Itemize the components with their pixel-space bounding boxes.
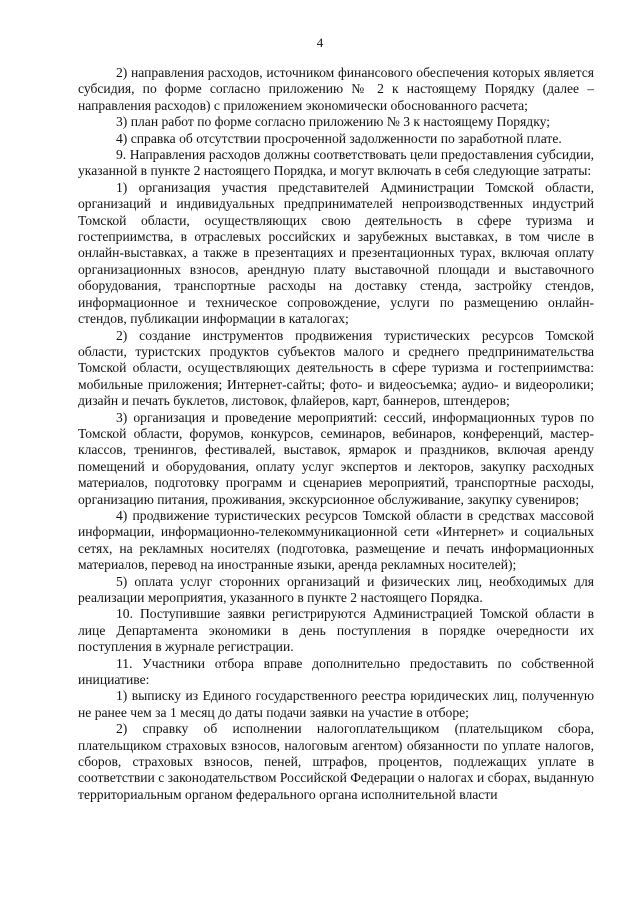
page-number: 4: [316, 35, 324, 50]
paragraph-clause-9-item-5: 5) оплата услуг сторонних организаций и физических лиц, необходимых для реализации мероприятия, указанного в пункте 2 настоящего Порядка.: [78, 573, 594, 605]
paragraph-clause-11-item-2: 2) справку об исполнении налогоплательщиком (плательщиком сбора, плательщиком страховых взносов, налоговым агентом) обязанности по уплате налогов, сборов, страховых взносов, пеней, штрафов, процентов, подлежащих уплате в соответствии с законодательством Российской Федерации о налогах и сборах, выданную территориальным органом федерального органа исполнительной власти: [78, 721, 594, 802]
paragraph-clause-10: 10. Поступившие заявки регистрируются Администрацией Томской области в лице Департамента экономики в день поступления в порядке очередности их поступления в журнале регистрации.: [78, 606, 594, 655]
paragraph-clause-9-item-2: 2) создание инструментов продвижения туристических ресурсов Томской области, туристских продуктов субъектов малого и среднего предпринимательства Томской области, осуществляющих деятельность в сфере туризма и гостеприимства: мобильные приложения; Интернет-сайты; фото- и видеосъемка; аудио- и видеоролики; дизайн и печать буклетов, листовок, флайеров, карт, баннеров, штендеров;: [78, 327, 594, 409]
paragraph-clause-9-item-1: 1) организация участия представителей Администрации Томской области, организаций и индивидуальных предпринимателей непроизводственных индустрий Томской области, осуществляющих свою деятельность в сфере туризма и гостеприимства, в отраслевых российских и зарубежных выставках, в том числе в онлайн-выставках, а также в презентациях и презентационных турах, включая оплату организационных взносов, арендную плату выставочной площади и выставочного оборудования, транспортные расходы на доставку стенда, застройку стендов, информационное и техническое сопровождение, услуги по размещению онлайн-стендов, публикации информации в каталогах;: [78, 179, 594, 327]
paragraph-clause-11: 11. Участники отбора вправе дополнительно предоставить по собственной инициативе:: [78, 655, 594, 688]
paragraph-clause-11-item-1: 1) выписку из Единого государственного реестра юридических лиц, полученную не ранее чем за 1 месяц до даты подачи заявки на участие в отборе;: [78, 688, 594, 720]
paragraph-clause-9: 9. Направления расходов должны соответствовать цели предоставления субсидии, указанной в пункте 2 настоящего Порядка, и могут включать в себя следующие затраты:: [78, 147, 594, 179]
paragraph-item-4-salary-certificate: 4) справка об отсутствии просроченной задолженности по заработной плате.: [116, 130, 562, 146]
paragraph-clause-9-item-3: 3) организация и проведение мероприятий: сессий, информационных туров по Томской области, форумов, конкурсов, семинаров, вебинаров, конференций, мастер-классов, тренингов, фестивалей, выставок, ярмарок и праздников, включая аренду помещений и оборудования, оплату услуг экспертов и лекторов, закупку расходных материалов, подготовку программ и сценариев мероприятий, транспортные расходы, организацию питания, проживания, экскурсионное обслуживание, закупку сувениров;: [78, 409, 594, 507]
paragraph-item-3-work-plan: 3) план работ по форме согласно приложению № 3 к настоящему Порядку;: [116, 114, 551, 130]
document-body: [78, 65, 594, 803]
paragraph-item-2-expense-directions: 2) направления расходов, источником финансового обеспечения которых является субсидия, по форме согласно приложению № 2 к настоящему Порядку (далее – направления расходов) с приложением экономически обоснованного расчета;: [78, 65, 594, 113]
paragraph-clause-9-item-4: 4) продвижение туристических ресурсов Томской области в средствах массовой информации, информационно-телекоммуникационной сети «Интернет» и социальных сетях, на рекламных носителях (подготовка, размещение и печать информационных материалов, перевод на иностранные языки, аренда рекламных носителей);: [78, 507, 594, 573]
